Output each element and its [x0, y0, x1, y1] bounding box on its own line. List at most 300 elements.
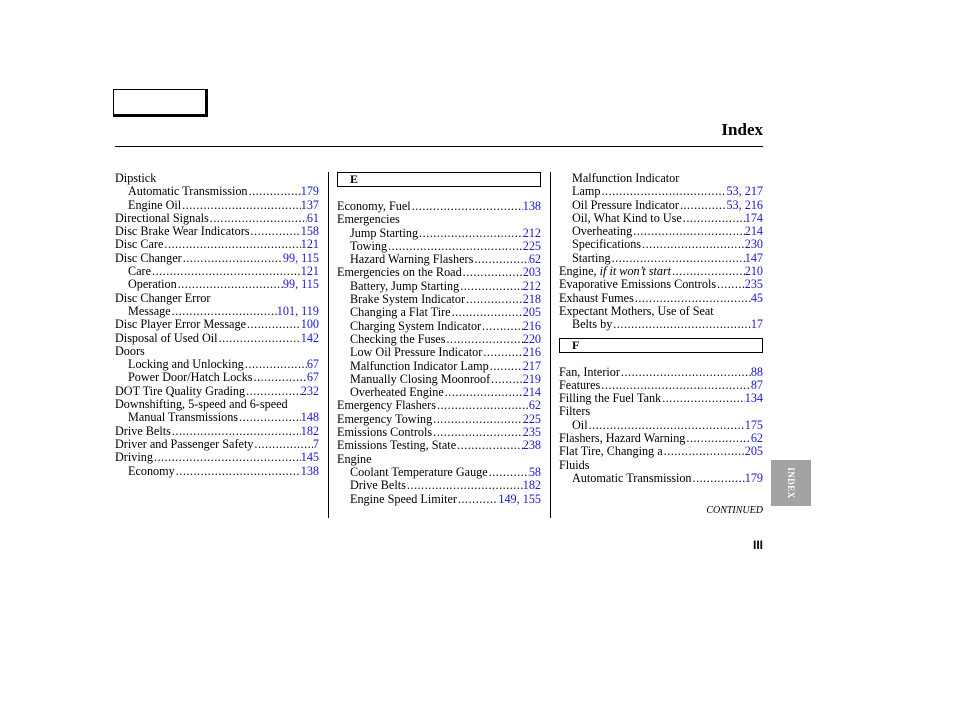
index-entry-text: Operation [128, 277, 177, 292]
index-entry-text: Engine [337, 451, 372, 466]
index-entry-label [350, 493, 457, 506]
index-entry-label [337, 426, 432, 439]
index-entry-text: Brake System Indicator [350, 292, 466, 307]
index-entry-label [350, 280, 459, 293]
leader-dots [181, 199, 301, 212]
index-entry [115, 345, 319, 358]
page-reference-link[interactable]: 137 [300, 197, 319, 212]
index-entry-label [128, 371, 253, 384]
index-entry[interactable] [115, 252, 319, 265]
index-entry-label [337, 413, 432, 426]
leader-dots [253, 438, 312, 451]
index-entry-text: Directional Signals [115, 210, 209, 225]
leader-dots [611, 252, 745, 265]
index-column-1 [115, 172, 319, 478]
leader-dots [481, 320, 523, 333]
index-entry-text: Overheating [572, 224, 633, 239]
index-entry-label [572, 238, 641, 251]
index-entry[interactable] [337, 200, 541, 213]
leader-dots [685, 432, 750, 445]
page-number: III [752, 538, 763, 552]
page-reference-link[interactable]: 87 [750, 377, 763, 392]
leader-dots [456, 439, 523, 452]
index-entry-label [559, 405, 590, 418]
page-reference-link[interactable]: 235 [744, 277, 763, 292]
index-entry-label [115, 225, 250, 238]
index-entry-text: Disposal of Used Oil [115, 330, 218, 345]
index-entry-label [350, 333, 445, 346]
index-entry[interactable] [559, 292, 763, 305]
index-entry-text: Care [128, 264, 152, 279]
index-entry [337, 213, 541, 226]
leader-dots [661, 392, 745, 405]
index-entry[interactable] [115, 278, 319, 291]
index-entry-label [350, 386, 444, 399]
index-entry[interactable] [337, 479, 541, 492]
index-entry[interactable] [115, 305, 319, 318]
index-entry-label [350, 253, 473, 266]
index-entry-text: Oil [572, 417, 588, 432]
index-entry-label [350, 346, 482, 359]
leader-dots [218, 332, 301, 345]
leader-dots [444, 386, 523, 399]
index-entry-label [115, 212, 209, 225]
index-entry-text: Features [559, 377, 601, 392]
page-reference-link[interactable]: 53, 216 [726, 197, 763, 212]
index-entry[interactable] [337, 439, 541, 452]
page-reference-link[interactable]: 182 [300, 423, 319, 438]
index-entry-text: Economy [128, 463, 175, 478]
index-entry[interactable] [559, 419, 763, 432]
page-reference-link[interactable]: 225 [522, 238, 541, 253]
index-entry[interactable] [559, 318, 763, 331]
index-entry-text: Overheated Engine [350, 385, 444, 400]
index-entry[interactable] [115, 212, 319, 225]
page-reference-link[interactable]: 232 [300, 383, 319, 398]
index-entry-text: Hazard Warning Flashers [350, 252, 474, 267]
section-header-e: E [337, 172, 541, 187]
leader-dots [245, 385, 301, 398]
page-reference-link[interactable]: 149, 155 [498, 491, 541, 506]
index-entry-label [572, 472, 692, 485]
index-entry-text: Downshifting, 5-speed and 6-speed [115, 397, 288, 412]
page-reference-link[interactable]: 179 [300, 184, 319, 199]
index-entry-label [572, 225, 632, 238]
index-entry-label [115, 425, 171, 438]
index-entry-label [572, 199, 679, 212]
index-entry [115, 398, 319, 411]
page-reference-link[interactable]: 134 [744, 391, 763, 406]
index-entry[interactable] [115, 358, 319, 371]
index-column-2 [337, 172, 541, 506]
index-entry[interactable] [337, 227, 541, 240]
index-entry-label [115, 345, 145, 358]
page-reference-link[interactable]: 100 [300, 317, 319, 332]
index-entry-text: Expectant Mothers, Use of Seat [559, 303, 714, 318]
index-entry-text: Belts by [572, 317, 613, 332]
index-entry-label [128, 265, 151, 278]
index-entry-text: Coolant Temperature Gauge [350, 464, 488, 479]
index-entry-label [337, 439, 456, 452]
index-entry[interactable] [337, 320, 541, 333]
index-entry-text: Disc Changer Error [115, 290, 211, 305]
page-reference-link[interactable]: 179 [744, 470, 763, 485]
index-entry-label [115, 438, 253, 451]
index-entry[interactable] [115, 411, 319, 424]
page-reference-link[interactable]: 142 [300, 330, 319, 345]
index-entry[interactable] [337, 466, 541, 479]
leader-dots [692, 472, 745, 485]
index-side-tab[interactable] [771, 460, 811, 506]
page-reference-link[interactable]: 216 [522, 318, 541, 333]
index-entry[interactable] [559, 185, 763, 198]
index-entry[interactable] [559, 472, 763, 485]
page-reference-link[interactable]: 99, 115 [282, 277, 319, 292]
index-entry[interactable] [559, 238, 763, 251]
index-entry-text: Drive Belts [350, 478, 406, 493]
header-blank-box [113, 89, 208, 117]
index-entry-label [559, 459, 589, 472]
index-entry-text: DOT Tire Quality Grading [115, 383, 246, 398]
leader-dots [716, 278, 745, 291]
index-entry-label [115, 451, 153, 464]
index-entry-label [115, 332, 218, 345]
index-entry[interactable] [115, 371, 319, 384]
side-tab-label: INDEX [786, 467, 796, 499]
leader-dots [600, 185, 726, 198]
index-entry-text: Economy, Fuel [337, 199, 411, 213]
index-entry-label [337, 213, 400, 226]
index-entry-text: Dipstick [115, 171, 157, 185]
leader-dots [588, 419, 745, 432]
page-reference-link[interactable]: 203 [522, 265, 541, 280]
index-entry-label [350, 293, 465, 306]
page-reference-link[interactable]: 67 [306, 370, 319, 385]
index-entry-label [559, 292, 634, 305]
leader-dots [209, 212, 307, 225]
index-entry[interactable] [559, 445, 763, 458]
index-entry-label [572, 185, 600, 198]
index-entry-label [572, 318, 612, 331]
leader-dots [175, 465, 301, 478]
index-entry-label [350, 360, 489, 373]
index-entry[interactable] [337, 293, 541, 306]
index-entry-label [128, 199, 181, 212]
index-entry-label [128, 185, 248, 198]
page-reference-link[interactable]: 175 [744, 417, 763, 432]
index-entry-label [559, 379, 600, 392]
index-entry[interactable] [337, 280, 541, 293]
page-reference-link[interactable]: 121 [300, 237, 319, 252]
index-entry-label [115, 252, 182, 265]
page-reference-link[interactable]: 216 [522, 345, 541, 360]
index-entry-text: Lamp [572, 184, 601, 199]
leader-dots [418, 227, 523, 240]
page-reference-link[interactable]: 235 [522, 425, 541, 440]
index-entry-text: Disc Changer [115, 250, 182, 265]
index-entry-label [350, 227, 418, 240]
index-entry-label [572, 212, 682, 225]
index-entry-text: Oil, What Kind to Use [572, 210, 682, 225]
page-reference-link[interactable]: 62 [750, 431, 763, 446]
index-entry-text: Charging System Indicator [350, 318, 482, 333]
page-reference-link[interactable]: 62 [528, 252, 541, 267]
index-entry[interactable] [337, 386, 541, 399]
index-entry-text: Exhaust Fumes [559, 290, 634, 305]
index-entry-text: Emergency Towing [337, 411, 433, 426]
leader-dots [462, 266, 523, 279]
index-entry-text: Locking and Unlocking [128, 357, 244, 372]
index-entry-text: Jump Starting [350, 225, 419, 240]
index-column-3 [559, 172, 763, 485]
index-entry-text: Disc Care [115, 237, 164, 252]
index-entry-label [350, 466, 488, 479]
index-entry-text: Evaporative Emissions Controls [559, 277, 717, 292]
index-entry[interactable] [559, 212, 763, 225]
page-reference-link[interactable]: 205 [744, 444, 763, 459]
index-entry-label [559, 278, 716, 291]
leader-dots [679, 199, 726, 212]
index-entry-label [115, 172, 156, 185]
leader-dots [436, 399, 529, 412]
page-reference-link[interactable]: 147 [744, 250, 763, 265]
index-entry[interactable] [337, 426, 541, 439]
index-entry[interactable] [115, 318, 319, 331]
page-reference-link[interactable]: 212 [522, 225, 541, 240]
index-entry-label [559, 392, 661, 405]
page-reference-link[interactable]: 58 [528, 464, 541, 479]
page-reference-link[interactable]: 158 [300, 224, 319, 239]
page-reference-link[interactable]: 61 [306, 210, 319, 225]
index-entry-text: Fan, Interior [559, 364, 620, 379]
index-entry-label [128, 358, 244, 371]
index-entry-text: Manually Closing Moonroof [350, 371, 491, 386]
page-reference-link[interactable]: 238 [522, 438, 541, 453]
page-reference-link[interactable]: 62 [528, 398, 541, 413]
index-entry-text: Emergencies [337, 212, 400, 227]
page-reference-link[interactable]: 217 [522, 358, 541, 373]
index-entry-text: Drive Belts [115, 423, 171, 438]
page-reference-link[interactable]: 230 [744, 237, 763, 252]
page-reference-link[interactable]: 182 [522, 478, 541, 493]
leader-dots [411, 200, 523, 213]
index-entry-text: Flashers, Hazard Warning [559, 431, 686, 446]
index-entry [115, 292, 319, 305]
index-entry-text: Engine, [559, 264, 597, 279]
index-entry[interactable] [115, 332, 319, 345]
page-reference-link[interactable]: 210 [744, 264, 763, 279]
leader-dots [171, 305, 277, 318]
leader-dots [489, 360, 523, 373]
index-entry[interactable] [115, 265, 319, 278]
page-reference-link[interactable]: 225 [522, 411, 541, 426]
index-entry-label [115, 398, 288, 411]
index-entry-text: Manual Transmissions [128, 410, 239, 425]
index-entry-label [115, 238, 163, 251]
index-entry[interactable] [337, 333, 541, 346]
index-entry-text: Checking the Fuses [350, 331, 446, 346]
page-reference-link[interactable]: 7 [312, 436, 319, 451]
index-entry[interactable] [115, 199, 319, 212]
index-entry-label [128, 465, 175, 478]
index-entry[interactable] [115, 185, 319, 198]
page-reference-link[interactable]: 145 [300, 450, 319, 465]
index-entry-label [572, 419, 588, 432]
index-entry[interactable] [559, 366, 763, 379]
index-entry[interactable] [559, 199, 763, 212]
section-header-f: F [559, 338, 763, 353]
leader-dots [482, 346, 522, 359]
page-title: Index [721, 120, 763, 139]
index-entry-label [115, 318, 246, 331]
index-entry [559, 405, 763, 418]
index-entry[interactable] [559, 392, 763, 405]
leader-dots [445, 333, 522, 346]
continued-note: CONTINUED [706, 505, 763, 516]
page-reference-link[interactable]: 205 [522, 305, 541, 320]
index-entry[interactable] [337, 360, 541, 373]
leader-dots [473, 253, 528, 266]
index-entry-text: Malfunction Indicator Lamp [350, 358, 489, 373]
index-entry[interactable] [115, 385, 319, 398]
leader-dots [457, 493, 498, 506]
index-entry-label [337, 266, 462, 279]
index-entry[interactable] [115, 225, 319, 238]
page-reference-link[interactable]: 218 [522, 292, 541, 307]
section-e-entries [337, 200, 541, 506]
leader-dots [620, 366, 751, 379]
index-entry-text: Engine Speed Limiter [350, 491, 457, 506]
index-entry[interactable] [337, 346, 541, 359]
leader-dots [246, 318, 301, 331]
index-entry-text: Driving [115, 450, 153, 465]
page-reference-link[interactable]: 148 [300, 410, 319, 425]
page-reference-link[interactable]: 99, 115 [282, 250, 319, 265]
index-entry-label [559, 366, 620, 379]
leader-dots [238, 411, 301, 424]
index-entry-label [350, 479, 406, 492]
index-entry-label [350, 240, 387, 253]
index-entry[interactable] [337, 493, 541, 506]
index-entry[interactable] [559, 265, 763, 278]
index-entry-text: Emergency Flashers [337, 398, 436, 413]
index-entry-label [559, 265, 671, 278]
index-entry-label [350, 306, 451, 319]
leader-dots [406, 479, 523, 492]
index-entry[interactable] [115, 438, 319, 451]
index-entry-text: Flat Tire, Changing a [559, 444, 663, 459]
page-reference-link[interactable]: 121 [300, 264, 319, 279]
index-entry[interactable] [115, 465, 319, 478]
page-reference-link[interactable]: 67 [306, 357, 319, 372]
index-entry-text: Filters [559, 404, 591, 419]
index-entry[interactable] [115, 451, 319, 464]
page-reference-link[interactable]: 174 [744, 210, 763, 225]
page-reference-link[interactable]: 45 [750, 290, 763, 305]
leader-dots [465, 293, 523, 306]
page-reference-link[interactable]: 138 [300, 463, 319, 478]
index-entry[interactable] [337, 373, 541, 386]
page-reference-link[interactable]: 138 [522, 199, 541, 213]
leader-dots [632, 225, 744, 238]
index-entry[interactable] [559, 432, 763, 445]
leader-dots [488, 466, 529, 479]
page-reference-link[interactable]: 101, 119 [276, 303, 319, 318]
index-entry [559, 172, 763, 185]
leader-dots [163, 238, 300, 251]
index-entry-label [337, 453, 372, 466]
index-entry[interactable] [559, 278, 763, 291]
index-entry [559, 459, 763, 472]
leader-dots [663, 445, 745, 458]
index-entry-text: Emergencies on the Road [337, 265, 462, 280]
index-entry [337, 453, 541, 466]
index-entry[interactable] [559, 252, 763, 265]
leader-dots [612, 318, 751, 331]
index-entry[interactable] [559, 379, 763, 392]
leader-dots [432, 426, 523, 439]
index-entry[interactable] [115, 425, 319, 438]
index-entry-text: Low Oil Pressure Indicator [350, 345, 483, 360]
leader-dots [151, 265, 301, 278]
index-entry[interactable] [337, 240, 541, 253]
page-reference-link[interactable]: 214 [522, 385, 541, 400]
index-entry-label [572, 252, 611, 265]
index-entry[interactable] [337, 306, 541, 319]
index-entry-text: Filling the Fuel Tank [559, 391, 662, 406]
leader-dots [171, 425, 301, 438]
index-entry-text: Power Door/Hatch Locks [128, 370, 253, 385]
index-entry[interactable] [115, 238, 319, 251]
page-reference-link[interactable]: 220 [522, 331, 541, 346]
index-entry [559, 305, 763, 318]
index-entry[interactable] [337, 399, 541, 412]
page-reference-link[interactable]: 219 [522, 371, 541, 386]
leader-dots [432, 413, 523, 426]
leader-dots [153, 451, 301, 464]
index-entry[interactable] [559, 225, 763, 238]
leader-dots [250, 225, 301, 238]
leader-dots [182, 252, 283, 265]
leader-dots [600, 379, 751, 392]
index-entry [115, 172, 319, 185]
index-entry[interactable] [337, 266, 541, 279]
index-entry-label [128, 411, 238, 424]
index-entry-label [128, 305, 171, 318]
index-entry-label [559, 445, 663, 458]
leader-dots [641, 238, 745, 251]
leader-dots [177, 278, 283, 291]
section-e-continued-entries [559, 172, 763, 332]
index-entry-label [350, 320, 481, 333]
page-reference-link[interactable]: 17 [750, 317, 763, 332]
index-entry-label [115, 385, 245, 398]
leader-dots [490, 373, 523, 386]
index-entry[interactable] [337, 413, 541, 426]
index-entry[interactable] [337, 253, 541, 266]
index-entry-text: Automatic Transmission [128, 184, 248, 199]
page-reference-link[interactable]: 214 [744, 224, 763, 239]
leader-dots [459, 280, 522, 293]
index-entry-text: Driver and Passenger Safety [115, 436, 254, 451]
index-entry-text: Message [128, 303, 171, 318]
page-reference-link[interactable]: 212 [522, 278, 541, 293]
page-reference-link[interactable]: 88 [750, 364, 763, 379]
index-entry-text: Battery, Jump Starting [350, 278, 460, 293]
leader-dots [253, 371, 307, 384]
index-entry-label [337, 200, 411, 213]
page-reference-link[interactable]: 53, 217 [726, 184, 763, 199]
